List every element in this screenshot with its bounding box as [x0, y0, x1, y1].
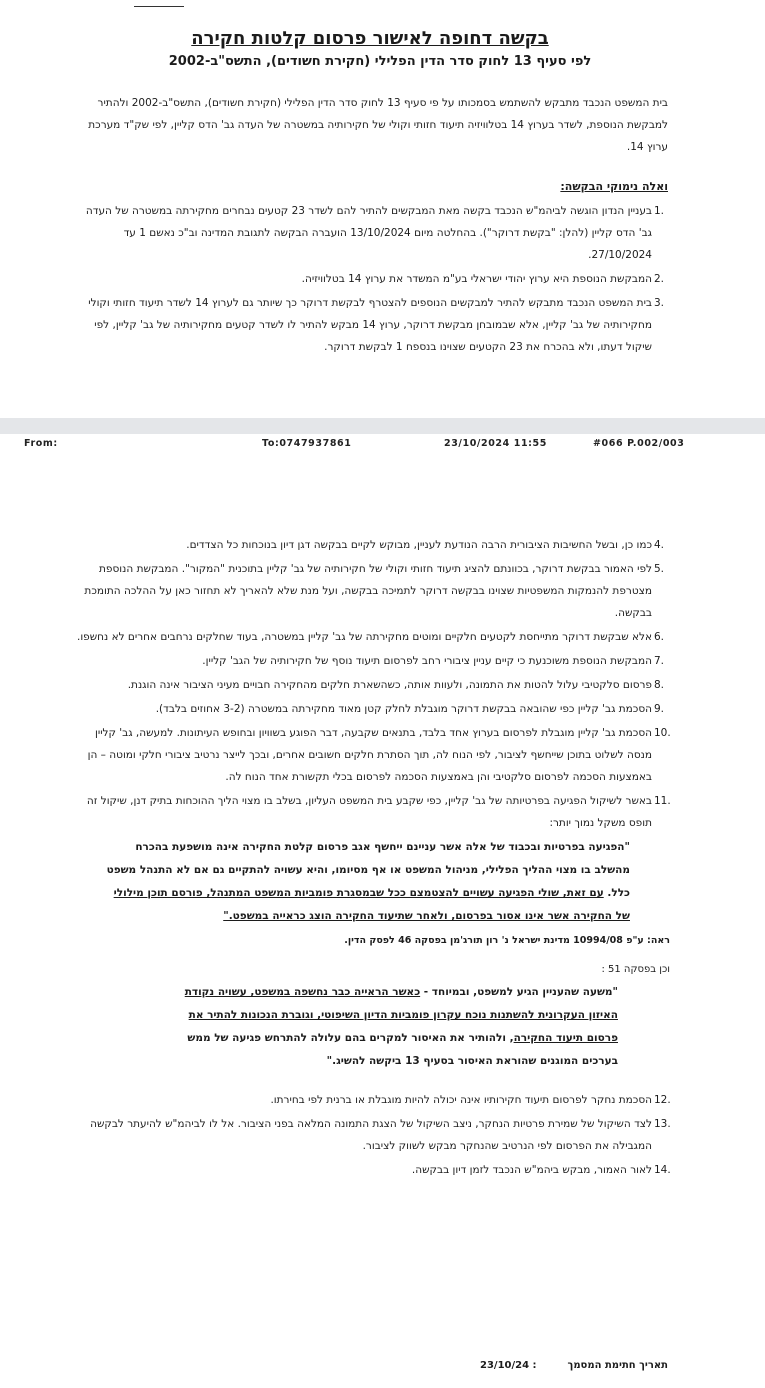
item-text: לפי האמור בבקשת דרוקר, בכוונתם להציג תיעוד חזותי וקולי של חקירותיה של גב' קליין בתוכנית "המקור". המבקשת הנוספת מצטרפת להנמקות המשפטיות שצוינו בבקשה דרוקר לתמיכה בבקשה, ועל מנת שלא להאריך לא תחזור כאן על ההלכה התומכת בבקשה.	[84, 563, 652, 619]
list-item	[70, 674, 670, 696]
list-item	[70, 650, 670, 672]
item-number: 8.	[654, 679, 665, 691]
list-item	[70, 722, 670, 788]
item-number: 9.	[654, 703, 665, 715]
item-text: פרסום סלקטיבי עלול להטות את התמונה, ולעוות אותה, כשהשארת חלקים מהחקירה חבויים מעיני הציבור אינה הוגנת.	[127, 679, 652, 691]
list-item	[70, 534, 670, 556]
list-item	[70, 698, 670, 720]
item-text: לאור האמור, מבקש ביהמ"ש הנכבד לזמן דיון בבקשה.	[411, 1164, 652, 1176]
intro-paragraph: בית המשפט הנכבד מתבקש להשתמש בסמכותו על פי סעיף 13 לחוק סדר הדין הפלילי (חקירת חשודים), התשס"ב-2002 ולהתיר למבקשת הנוספת, לשדר בערוץ 14 בטלוויזיה תיעוד חזותי וקולי של חקירותיה במשטרה של העדה גב' הדס קליין, לפי שק"ד מערכת ערוץ 14.	[88, 97, 668, 153]
list-item	[70, 1113, 670, 1157]
document-page-1	[0, 0, 765, 418]
item-number: 13.	[654, 1118, 671, 1130]
item-text: הסכמת גב' קליין מוגבלת לפרסום בערוץ אחד בלבד, בתנאים שקבעה, דבר הפוגע בשוויון ובחופש העיתונות. למעשה, גב' קליין מנסה לשלוט בתוכן שייחשף לציבור, לפי הנוח לה, תוך הסתרת חלקים חשובים אחרים, ובכך לייצר נרטיב ציבורי חלקי ומוטה – הן באמצעות הסכמה לפרסום סלקטיבי והן באמצעות הסכמה לפרסום בכלי תקשורת אחד הנוח לה.	[87, 727, 652, 783]
list-item	[70, 1089, 670, 1111]
item-number: 10.	[654, 727, 671, 739]
item-number: 1.	[654, 205, 665, 217]
paragraph-reference: וכן בפסקה 51 :	[601, 964, 670, 975]
list-item	[70, 790, 670, 834]
document-title: בקשה דחופה לאישור פרסום קלטות חקירה	[191, 28, 549, 49]
quote-text: , ולהותיר את האיסור למקרים בהם עלולה להתרחש פגיעה של ממש בערכים המוגנים שהוראת האיסור בסעיף 13 ביקשה להשיג."	[187, 1032, 618, 1067]
fax-datetime: 23/10/2024 11:55	[444, 438, 547, 449]
item-text: הסכמת גב' קליין כפי שהובאה בבקשת דרוקר מוגבלת לחלק קטן מאוד מחקירתה במשטרה (3-2 אחוזים בלבד).	[155, 703, 652, 715]
list-item	[70, 1159, 670, 1181]
item-text: כמו כן, ובשל החשיבות הציבורית הרבה הנודעת לעניין, מבוקש לקיים בבקשה דגן דיון בנוכחות כל הצדדים.	[186, 539, 652, 551]
list-item	[70, 558, 670, 624]
item-text: בית המשפט הנכבד מתבקש להתיר למבקשים הנוספים להצטרף לבקשת דרוקר כך שיותר גם לערוץ 14 לשדר תיעוד חזותי וקולי מחקירותיה של גב' קליין, אלא שבמובחן מבקשת דרוקר, ערוץ 14 מבקש להתיר לו לשדר קטעים מחקירותיה של גב' קליין, לפי שיקול דעתו, ולא בהכרח את 23 הקטעים שצוינו בנספח 1 לבקשת דרוקר.	[88, 297, 652, 353]
grounds-heading: ואלה נימוקי הבקשה:	[560, 180, 668, 193]
list-item	[70, 268, 670, 290]
fax-page: #066 P.002/003	[593, 438, 685, 449]
case-citation: ראה: ע"פ 10994/08 מדינת ישראל נ' רון תורג'מן בפסקה 46 לפסק הדין.	[344, 935, 670, 946]
document-subtitle: לפי סעיף 13 לחוק סדר הדין הפלילי (חקירת חשודים), התשס"ב-2002	[168, 54, 592, 69]
header-stamp-line	[134, 0, 184, 7]
item-text: אלא שבקשת דרוקר מתייחסת לקטעים חלקיים ומוטים מחקירתה של גב' קליין במשטרה, בעוד שחלקים נרחבים אחרים לא נחשפו.	[76, 631, 652, 643]
list-item	[70, 292, 670, 358]
court-quote	[100, 836, 630, 928]
fax-header	[0, 434, 765, 454]
item-number: 14.	[654, 1164, 671, 1176]
item-number: 2.	[654, 273, 665, 285]
item-text: לצד השיקול של שמירת פרטיות הנחקר, ניצב השיקול של הצגת התמונה המלאה בפני הציבור. אל לו לביהמ"ש להיעתר לבקשה המגבילה את הפרסום לפי הנרטיב שהנחקר מבקש לשווק לציבור.	[90, 1118, 652, 1152]
item-number: 7.	[654, 655, 665, 667]
signature-date: 23/10/24 :	[480, 1360, 537, 1371]
document-page-2	[0, 454, 765, 1388]
item-number: 12.	[654, 1094, 671, 1106]
quote-text-underlined: כאשר הראייה כבר נחשפה במשפט, עשויה נקודת האיזון העקרונית להשתנות נוכח עקרון פומביות הדיון השיפוטי, וגוברת הנכונות להתיר את פרסום תיעוד החקירה	[184, 986, 618, 1044]
item-text: בעניין הנדון הוגשה לביהמ"ש הנכבד בקשה מאת המבקשים להתיר להם לשדר 23 קטעים נבחרים מחקירתה במשטרה של העדה גב' הדס קליין (להלן: "בקשת דרוקר"). בהחלטה מיום 13/10/2024 הועברה הבקשה לתגובת המדינה וב"כ נאשם 1 עד 27/10/2024.	[85, 205, 652, 261]
item-text: המבקשת הנוספת היא ערוץ יהודי ישראלי בע"מ המשדר את ערוץ 14 בטלוויזיה.	[301, 273, 652, 285]
list-item	[70, 626, 670, 648]
item-number: 4.	[654, 539, 665, 551]
quote-text-underlined: עם זאת, שולי הפגיעה עשויים להצטמצם ככל שבמסגרת פומביות המשפט המתנהל, פורסם תוכן מילולי של החקירה אשר אינו אסור בפרסום, ולאחר שתיעוד החקירה הוצג כראייה במשפט."	[113, 887, 630, 922]
signature-date-label: תאריך חתימת המסמך	[567, 1360, 668, 1371]
grounds-list	[70, 200, 670, 360]
signature-date-line	[300, 1360, 668, 1371]
item-number: 5.	[654, 563, 665, 575]
item-number: 6.	[654, 631, 665, 643]
item-number: 11.	[654, 795, 671, 807]
fax-from: From:	[24, 438, 58, 449]
court-quote-2	[170, 981, 618, 1073]
item-text: הסכמת נחקר לפרסום תיעוד חקירותיו אינה יכולה להיות מוגבלת או ברנית לפי בחירתו.	[270, 1094, 652, 1106]
fax-to: To:0747937861	[262, 438, 352, 449]
list-item	[70, 200, 670, 266]
quote-text: "הפגיעה בפרטיות ובכבוד של אלה אשר עניינם ייחשף אגב פרסום קלטת החקירה אינה מושפעת בהכרח מהשלב בו מצוי ההליך הפלילי, מניהול המשפט או אף מסיומו, והיא עשויה להתקיים גם אם לא התנהל משפט כלל.	[106, 841, 630, 899]
item-text: באשר לשיקול הפגיעה בפרטיותה של גב' קליין, כפי שקבע בית המשפט העליון, בשלב בו מצוי הליך ההוכחות בתיק דנן, שיקול זה תופס משקל נמוך יותר:	[86, 795, 652, 829]
item-text: המבקשת הנוספת משוכנעת כי קיים עניין ציבורי רחב לפרסום תיעוד נוסף של חקירותיה של הגב' קליין.	[202, 655, 652, 667]
item-number: 3.	[654, 297, 665, 309]
grounds-list-continued	[70, 534, 670, 1183]
quote-text: "משעה שהעניין הגיע למשפט, ובמיוחד -	[420, 986, 618, 998]
page-separator	[0, 418, 765, 434]
